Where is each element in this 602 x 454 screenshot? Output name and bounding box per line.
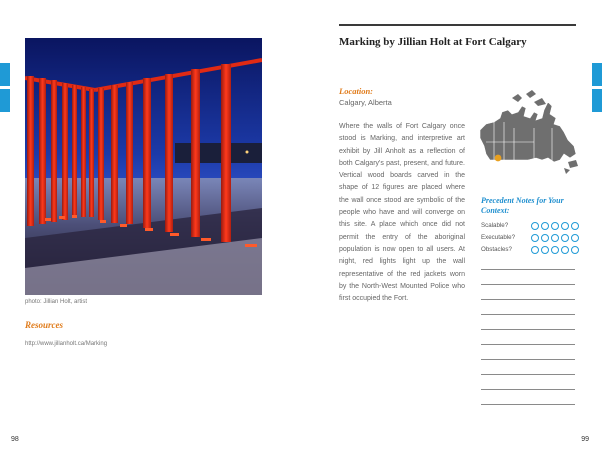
rating-circle-1[interactable]	[531, 222, 539, 230]
note-line[interactable]	[481, 284, 575, 285]
rating-label: Obstacles?	[481, 246, 512, 253]
resources-link[interactable]: http://www.jillanholt.ca/Marking	[25, 341, 108, 347]
rating-circle-5[interactable]	[571, 234, 579, 242]
rating-circle-1[interactable]	[531, 234, 539, 242]
artwork-photo	[25, 38, 262, 295]
section-tab-left	[0, 63, 10, 86]
photo-caption: photo: Jillian Holt, artist	[25, 299, 88, 305]
rating-row-scalable	[481, 222, 581, 232]
rating-circle-4[interactable]	[561, 234, 569, 242]
location-marker	[495, 155, 502, 162]
note-line[interactable]	[481, 359, 575, 360]
note-line[interactable]	[481, 374, 575, 375]
rating-circle-2[interactable]	[541, 246, 549, 254]
rating-circle-4[interactable]	[561, 222, 569, 230]
rating-row-executable	[481, 234, 581, 244]
rating-circle-3[interactable]	[551, 234, 559, 242]
rating-circle-4[interactable]	[561, 246, 569, 254]
section-tab-left	[0, 89, 10, 112]
resources-heading: Resources	[25, 320, 63, 330]
rating-circles	[531, 246, 579, 254]
rating-label: Scalable?	[481, 222, 509, 229]
rating-circle-5[interactable]	[571, 222, 579, 230]
page-number-left: 98	[11, 436, 19, 443]
rating-circle-2[interactable]	[541, 222, 549, 230]
rating-circle-5[interactable]	[571, 246, 579, 254]
precedent-notes-heading: Precedent Notes for Your Context:	[481, 196, 564, 215]
note-line[interactable]	[481, 314, 575, 315]
note-line[interactable]	[481, 329, 575, 330]
rating-circle-3[interactable]	[551, 222, 559, 230]
rating-label: Executable?	[481, 234, 516, 241]
rating-circle-2[interactable]	[541, 234, 549, 242]
canada-map	[472, 88, 582, 180]
body-paragraph: Where the walls of Fort Calgary once stood is Marking, and interpretive art exhibit by Jill Anholt as a reflection of both Calgary's past, present, and future. Vertical wood boards carved in the shape of 12 figures are placed where the wall once stood are symbolic of the people who have and will converge on this site. A place which once did not permit the entry of the aboriginal population is now open to all users. At night, red lights light up the wall representative of the red jackets worn by the North-West Mounted Police who first occupied the Fort.	[339, 123, 465, 303]
location-heading: Location:	[339, 86, 373, 96]
page-title: Marking by Jillian Holt at Fort Calgary	[339, 36, 527, 48]
rating-circles	[531, 222, 579, 230]
rating-circles	[531, 234, 579, 242]
section-tab-right	[592, 89, 602, 112]
note-line[interactable]	[481, 299, 575, 300]
note-line[interactable]	[481, 344, 575, 345]
section-tab-right	[592, 63, 602, 86]
note-line[interactable]	[481, 404, 575, 405]
rating-circle-1[interactable]	[531, 246, 539, 254]
rating-row-obstacles	[481, 246, 581, 256]
rating-circle-3[interactable]	[551, 246, 559, 254]
page-number-right: 99	[581, 436, 589, 443]
location-value: Calgary, Alberta	[339, 98, 392, 107]
title-rule	[339, 24, 576, 26]
note-line[interactable]	[481, 389, 575, 390]
note-line[interactable]	[481, 269, 575, 270]
